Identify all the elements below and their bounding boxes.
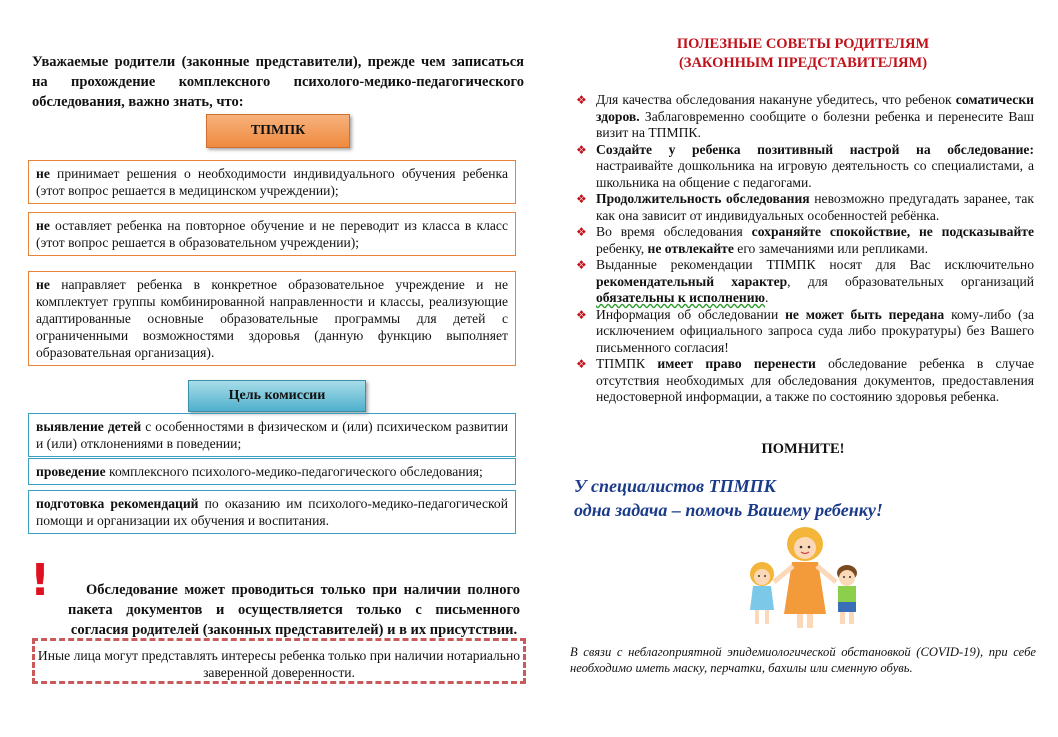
diamond-bullet-icon: ❖ <box>576 192 587 206</box>
tip-item: ❖ Для качества обследования накануне убедитесь, что ребенок соматически здоров. Заблаговременно сообщите о болезни ребенка и перенесите Ваш визит на ТПМПК. <box>576 92 1034 140</box>
tip-item: ❖ Во время обследования сохраняйте спокойствие, не подсказывайте ребенку, не отвлекайте его замечаниями или репликами. <box>576 224 1034 256</box>
not-item-3 <box>28 271 516 366</box>
goal-item-3 <box>28 490 516 534</box>
tip-item: ❖ Информация об обследовании не может быть передана кому-либо (за исключением официального запроса суда либо прокуратуры) без Вашего письменного согласия! <box>576 306 1034 355</box>
diamond-bullet-icon: ❖ <box>576 93 587 107</box>
slogan-line1: У специалистов ТПМПК <box>574 476 776 496</box>
not-item-2 <box>28 212 516 256</box>
not-item-text: принимает решения о необходимости индивидуального обучения ребенка (этот вопрос решается в медицинском учреждении); <box>36 166 508 198</box>
tips-list <box>576 92 1034 406</box>
tips-title-line1: ПОЛЕЗНЫЕ СОВЕТЫ РОДИТЕЛЯМ <box>676 36 930 52</box>
tip-item: ❖ ТПМПК имеет право перенести обследование ребенка в случае отсутствия необходимых для обследования документов, предоставления недостоверной информации, а также по состоянию здоровья ребенка. <box>576 356 1034 404</box>
notice-text: Иные лица могут представлять интересы ребенка только при наличии нотариально заверенной доверенности. <box>37 648 521 680</box>
family-illustration-icon <box>740 522 870 632</box>
not-item-text: направляет ребенка в конкретное образовательное учреждение и не комплектует группы комбинированной направленности и классы, реализующие адаптированные основные образовательные программы для детей с ограниченными возможностями здоровья (данную функцию выполняет образовательная организация). <box>36 277 508 360</box>
goal-item-text: комплексного психолого-медико-педагогического обследования; <box>105 464 483 479</box>
diamond-bullet-icon: ❖ <box>576 258 587 272</box>
goal-item-text: с особенностями в физическом и (или) психическом развитии и (или) отклонениями в поведении; <box>36 419 508 451</box>
tip-item: ❖ Продолжительность обследования невозможно предугадать заранее, так как она зависит от индивидуальных особенностей ребёнка. <box>576 191 1034 223</box>
slogan-line2: одна задача – помочь Вашему ребенку! <box>574 500 883 520</box>
goal-header-button: Цель комиссии <box>188 380 366 412</box>
diamond-bullet-icon: ❖ <box>576 307 587 322</box>
exclamation-icon: ! <box>30 555 51 606</box>
not-item-1 <box>28 160 516 204</box>
intro-text: Уважаемые родители (законные представители), прежде чем записаться на прохождение комплексного психолого-медико-педагогического обследования, важно знать, что: <box>32 54 524 110</box>
not-item-text: оставляет ребенка на повторное обучение и не переводит из класса в класс (этот вопрос решается в образовательном учреждении); <box>36 218 508 250</box>
tips-title <box>570 35 1036 73</box>
remember-heading: ПОМНИТЕ! <box>761 441 845 457</box>
slogan <box>574 474 1036 522</box>
covid-note: В связи с неблагоприятной эпидемиологической обстановкой (COVID-19), при себе необходимо иметь маску, перчатки, бахилы или сменную обувь. <box>570 645 1036 675</box>
goal-item-bold: проведение <box>36 464 106 479</box>
tips-title-line2: (ЗАКОННЫМ ПРЕДСТАВИТЕЛЯМ) <box>678 55 928 71</box>
diamond-bullet-icon: ❖ <box>576 142 587 157</box>
tpmpk-header-button: ТПМПК <box>206 114 350 148</box>
tip-item: ❖ Создайте у ребенка позитивный настрой на обследование: настраивайте дошкольника на игровую деятельность со специалистами, а школьника на общение с педагогами. <box>576 141 1034 190</box>
not-item-bold: не <box>36 166 50 181</box>
goal-item-text: по оказанию им психолого-медико-педагогической помощи и организации их обучения и воспитания. <box>36 496 509 528</box>
diamond-bullet-icon: ❖ <box>576 225 587 239</box>
warning-text: Обследование может проводиться только при наличии полного пакета документов и осуществляется только с письменного согласия родителей (законных представителей) и в их присутствии. <box>68 582 520 638</box>
goal-item-1 <box>28 413 516 457</box>
not-item-bold: не <box>36 277 50 292</box>
diamond-bullet-icon: ❖ <box>576 357 587 371</box>
tip-item: ❖ Выданные рекомендации ТПМПК носят для Вас исключительно рекомендательный характер, для образовательных организаций обязательны к исполнению. <box>576 257 1034 305</box>
goal-item-2 <box>28 458 516 485</box>
goal-item-bold: подготовка рекомендаций <box>36 496 199 511</box>
not-item-bold: не <box>36 218 50 233</box>
goal-item-bold: выявление детей <box>36 419 142 434</box>
notice-box <box>32 638 526 684</box>
